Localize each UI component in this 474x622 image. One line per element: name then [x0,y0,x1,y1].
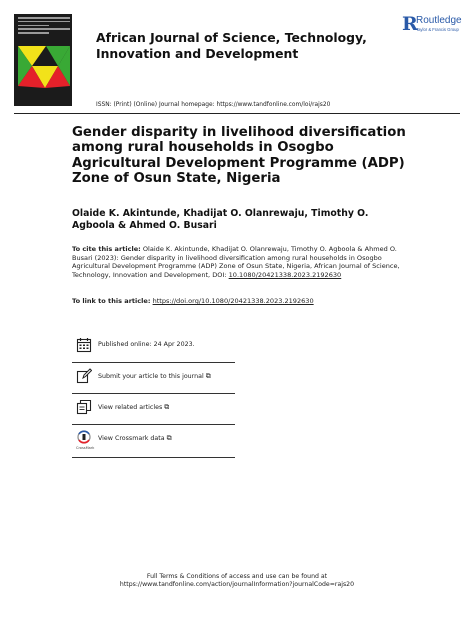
published-online-row [76,337,236,361]
external-link-icon: ⧉ [166,434,172,442]
crossmark-link[interactable] [76,430,236,454]
related-articles-icon [76,399,92,415]
publisher-tagline: Taylor & Francis Group [416,27,459,32]
journal-title: African Journal of Science, Technology, Innovation and Development [96,30,367,61]
calendar-icon [76,337,92,353]
row-divider [72,393,235,394]
related-articles-label: View related articles ⧉ [98,403,170,411]
cover-triangles-graphic [14,44,72,96]
routledge-logo[interactable] [400,14,464,38]
header-divider [14,113,460,114]
row-divider [72,424,235,425]
terms-footer-url[interactable]: https://www.tandfonline.com/action/journalInformation?journalCode=rajs20 [119,581,355,589]
external-link-icon: ⧉ [205,372,211,380]
publisher-name: Routledge [416,15,462,26]
crossmark-label: View Crossmark data ⧉ [98,434,172,442]
terms-footer-line1: Full Terms & Conditions of access and use can be found at [146,573,328,580]
article-doi-url[interactable]: https://doi.org/10.1080/20421338.2023.2192630 [152,297,314,305]
citation-block [72,245,402,279]
terms-footer [0,573,474,590]
citation-doi-link[interactable]: 10.1080/20421338.2023.2192630 [228,270,342,279]
citation-text: Olaide K. Akintunde, Khadijat O. Olanrewaju, Timothy O. Agboola & Ahmed O. Busari (2023): Gender disparity in livelihood diversification among rural households in Osogbo Agricultural Development Programme (ADP) Zone of Osun State, Nigeria, African Journal of Science, Technology, Innovation and Development, DOI: [72,245,400,279]
routledge-r-icon: R [402,13,418,35]
article-authors: Olaide K. Akintunde, Khadijat O. Olanrewaju, Timothy O. Agboola & Ahmed O. Busari [72,208,369,232]
related-articles-link[interactable] [76,399,236,423]
cover-publisher-marks [18,98,68,102]
crossmark-icon [76,430,92,446]
submit-article-label: Submit your article to this journal ⧉ [98,372,211,380]
crossmark-wordmark: CrossMark [76,446,95,450]
row-divider [72,362,235,363]
journal-cover-image[interactable] [14,14,72,106]
article-link-block [72,297,402,306]
external-link-icon: ⧉ [164,403,170,411]
row-divider [72,457,235,458]
cover-title-lines [18,17,70,36]
published-online-date: Published online: 24 Apr 2023. [98,341,195,348]
article-title: Gender disparity in livelihood diversification among rural households in Osogbo Agricultural Development Programme (ADP) Zone of Osun State, Nigeria [72,125,406,187]
journal-issn-homepage[interactable]: ISSN: (Print) (Online) Journal homepage: https://www.tandfonline.com/loi/rajs20 [96,102,331,108]
edit-pencil-icon [76,368,92,384]
submit-article-link[interactable] [76,368,236,392]
citation-label: To cite this article: [72,245,141,253]
article-link-label: To link to this article: [72,297,151,305]
